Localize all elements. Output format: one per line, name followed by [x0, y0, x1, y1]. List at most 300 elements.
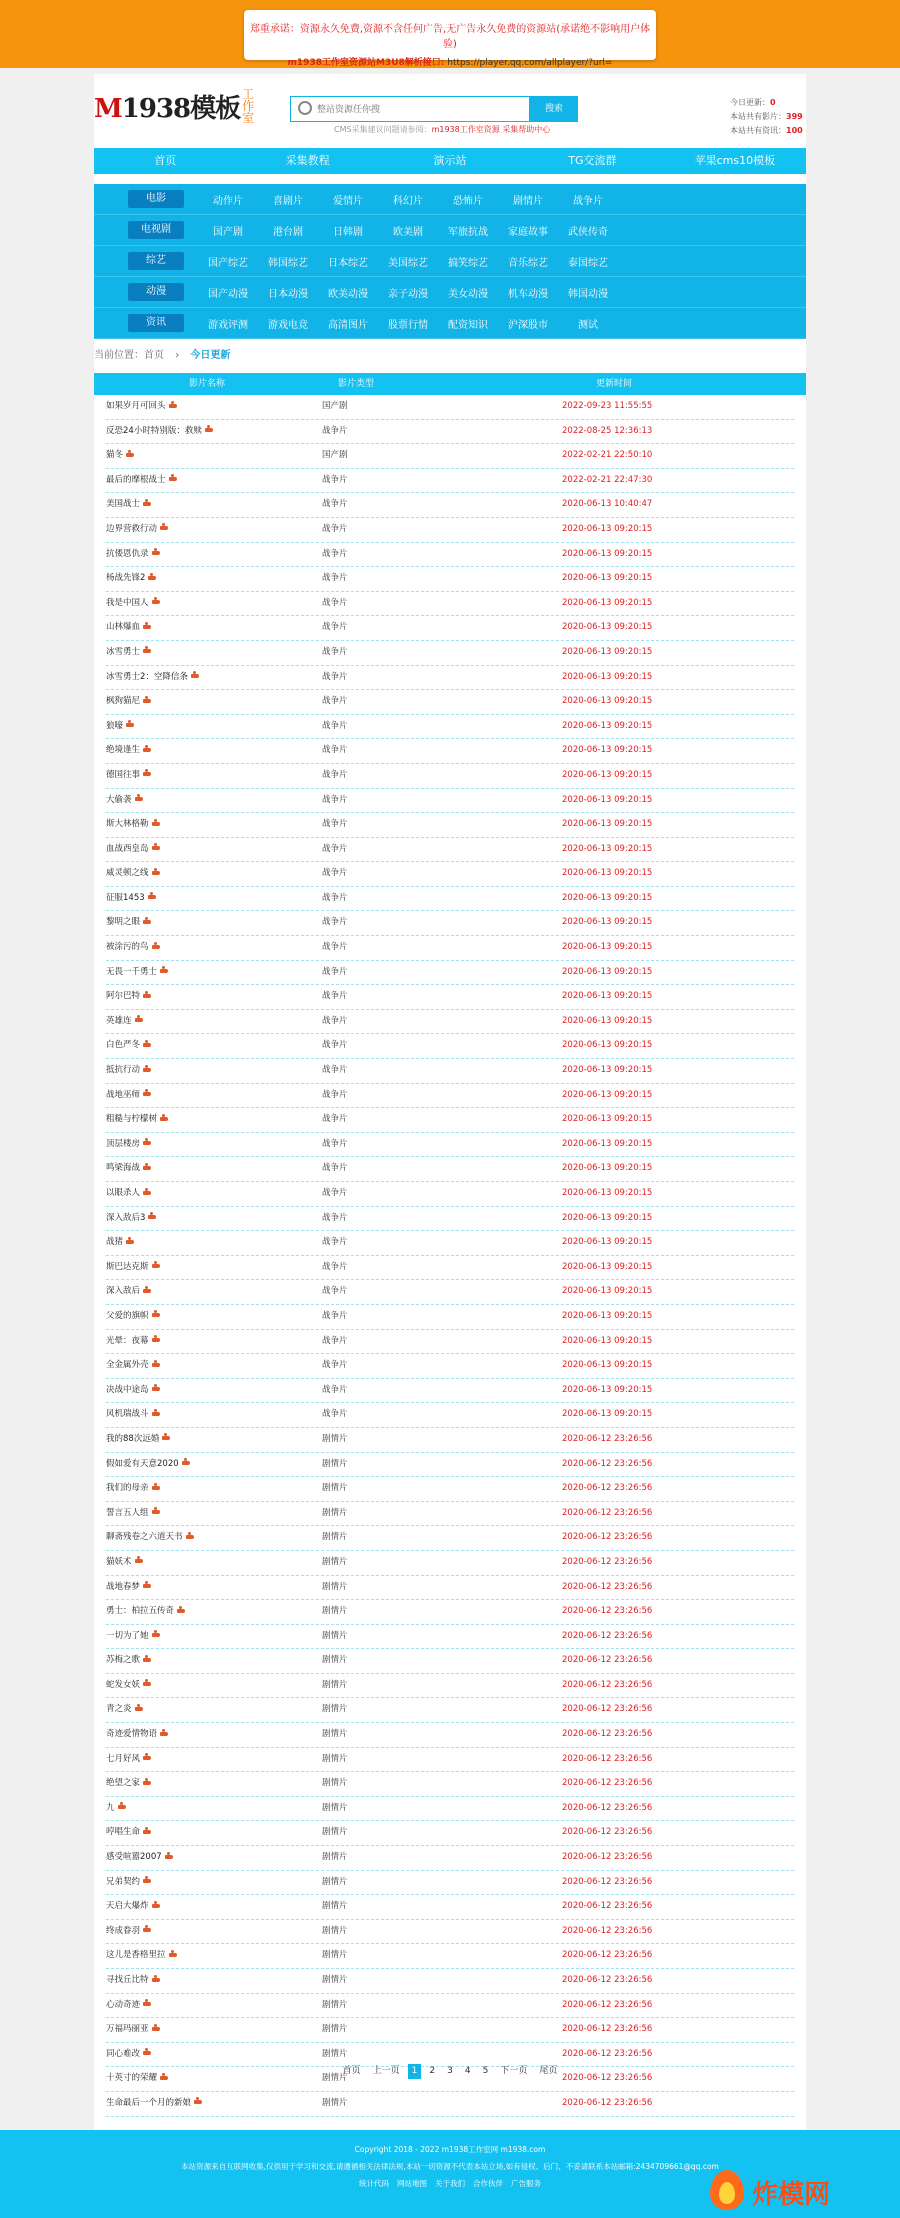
movie-title-cell	[106, 764, 320, 788]
movie-title-link[interactable]: 这儿是香格里拉	[106, 1950, 166, 1961]
movie-title-link[interactable]: 枫狗猫尼	[106, 696, 141, 707]
movie-title-cell	[106, 961, 320, 985]
movie-title-cell	[106, 1428, 320, 1452]
category-link[interactable]: 游戏电竞	[268, 319, 308, 331]
table-row	[106, 1502, 794, 1527]
hot-icon	[152, 1264, 160, 1268]
movie-title-link[interactable]: 生命最后一个月的新娘	[106, 2097, 192, 2108]
table-row	[106, 1994, 794, 2019]
hot-icon	[143, 1658, 151, 1662]
footer-link[interactable]: 网站地图	[397, 2179, 427, 2188]
movie-title-cell	[106, 1871, 320, 1895]
movie-title-link[interactable]: 父爱的旗帜	[106, 1310, 149, 1321]
movie-type-cell: 战争片	[322, 1237, 348, 1248]
movie-title-link[interactable]: 光晕：夜幕	[106, 1335, 149, 1346]
table-row	[106, 1207, 794, 1232]
movie-title-cell	[106, 1969, 320, 1993]
category-tag[interactable]: 资讯	[128, 314, 184, 332]
movie-title-cell	[106, 690, 320, 714]
category-link[interactable]: 测试	[578, 319, 598, 331]
movie-title-link[interactable]: 无畏一千勇士	[106, 966, 158, 977]
movie-type-cell: 国产剧	[322, 401, 348, 411]
table-row	[106, 1748, 794, 1773]
movie-title-link[interactable]: 阿尔巴特	[106, 991, 141, 1002]
movie-title-link[interactable]: 山林爆血	[106, 622, 141, 633]
movie-type-cell: 战争片	[322, 474, 348, 485]
stat-line: 本站共有影片：399	[730, 112, 803, 121]
nav-item[interactable]: 采集教程	[285, 154, 330, 167]
movie-type-cell: 战争片	[322, 1212, 348, 1223]
hot-icon	[135, 1707, 143, 1711]
update-time-cell: 2020-06-13 09:20:15	[562, 1188, 653, 1198]
pager-item[interactable]: 下一页	[500, 2066, 528, 2076]
movie-title-cell	[106, 862, 320, 886]
header-name: 影片名称	[188, 379, 225, 389]
movie-title-link[interactable]: 粗糙与柠檬树	[106, 1114, 158, 1125]
hot-icon	[143, 625, 151, 629]
category-link[interactable]: 美国综艺	[388, 257, 428, 269]
hot-icon	[135, 797, 143, 801]
table-row	[106, 1182, 794, 1207]
movie-title-link[interactable]: 以眼杀人	[106, 1188, 141, 1198]
table-row	[106, 1772, 794, 1797]
update-time-cell: 2020-06-12 23:26:56	[562, 1876, 653, 1887]
hot-icon	[152, 1978, 160, 1982]
table-row	[106, 1453, 794, 1478]
movie-title-cell	[106, 616, 320, 640]
table-row	[106, 1797, 794, 1822]
movie-type-cell: 剧情片	[322, 1778, 348, 1789]
update-time-cell: 2020-06-13 09:20:15	[562, 1310, 653, 1321]
movie-title-link[interactable]: 深入敌后	[106, 1286, 141, 1297]
category-link[interactable]: 港台剧	[273, 226, 303, 238]
movie-title-link[interactable]: 勇士：柏拉五传奇	[106, 1606, 175, 1617]
hot-icon	[186, 1535, 194, 1539]
category-link[interactable]: 恐怖片	[453, 195, 483, 207]
movie-type-cell: 剧情片	[322, 2048, 348, 2059]
hot-icon	[152, 2027, 160, 2031]
hot-icon	[165, 1855, 173, 1859]
category-tag[interactable]: 综艺	[128, 252, 184, 270]
movie-title-link[interactable]: 冰雪勇士	[106, 646, 141, 657]
movie-type-cell: 剧情片	[322, 1581, 348, 1592]
hot-icon	[148, 1215, 156, 1219]
movie-title-cell	[106, 1944, 320, 1968]
category-link[interactable]: 音乐综艺	[508, 257, 548, 269]
nav-item[interactable]: 苹果cms10模板	[694, 154, 776, 167]
hot-icon	[191, 674, 199, 678]
update-time-cell: 2020-06-13 09:20:15	[562, 1237, 653, 1248]
update-time-cell: 2020-06-12 23:26:56	[562, 1729, 653, 1740]
movie-title-link[interactable]: 白色严冬	[106, 1040, 141, 1051]
hot-icon	[143, 1781, 151, 1785]
table-row	[106, 985, 794, 1010]
breadcrumb-current: 今日更新	[190, 350, 231, 361]
update-time-cell: 2020-06-12 23:26:56	[562, 2048, 653, 2059]
table-row	[106, 1059, 794, 1084]
movie-title-cell	[106, 2043, 320, 2067]
category-link[interactable]: 泰国综艺	[568, 257, 608, 269]
pager-item[interactable]: 2	[429, 2066, 436, 2076]
category-link[interactable]: 欧美剧	[393, 226, 423, 238]
hot-icon	[160, 969, 168, 973]
movie-type-cell: 剧情片	[322, 1802, 348, 1813]
movie-title-link[interactable]: 威灵顿之线	[106, 868, 149, 879]
movie-title-link[interactable]: 大偷袭	[106, 794, 132, 805]
stat-line: 本站共有资讯：100	[730, 126, 803, 135]
table-row	[106, 616, 794, 641]
movie-title-link[interactable]: 猫妖术	[106, 1556, 132, 1567]
update-time-cell: 2020-06-13 09:20:15	[562, 1212, 653, 1223]
movie-title-link[interactable]: 七月好风	[106, 1753, 141, 1764]
movie-type-cell: 战争片	[322, 622, 348, 633]
update-time-cell: 2020-06-12 23:26:56	[562, 1999, 653, 2010]
update-time-cell: 2020-06-13 09:20:15	[562, 1409, 653, 1420]
movie-title-link[interactable]: 抵抗行动	[106, 1065, 141, 1076]
notice-line-2	[244, 55, 656, 68]
main-container	[94, 74, 806, 2136]
table-row	[106, 2018, 794, 2043]
movie-title-link[interactable]: 杨战先锋2	[106, 573, 146, 584]
movie-title-link[interactable]: 哼唱生命	[106, 1827, 141, 1838]
table-row	[106, 567, 794, 592]
update-time-cell: 2020-06-12 23:26:56	[562, 1606, 653, 1617]
movie-title-link[interactable]: 感受喧嚣2007	[106, 1852, 162, 1863]
movie-title-cell	[106, 1576, 320, 1600]
hot-icon	[152, 1486, 160, 1490]
movie-title-cell	[106, 813, 320, 837]
movie-title-link[interactable]: 兄弟契约	[106, 1876, 141, 1887]
movie-title-link[interactable]: 深入敌后3	[106, 1212, 146, 1223]
search-box	[290, 96, 530, 122]
movie-title-link[interactable]: 青之炎	[106, 1704, 132, 1715]
category-link[interactable]: 高清图片	[328, 319, 368, 331]
hot-icon	[152, 600, 160, 604]
table-row	[106, 469, 794, 494]
hot-icon	[143, 1092, 151, 1096]
update-time-cell: 2020-06-13 09:20:15	[562, 868, 653, 879]
table-row	[106, 1944, 794, 1969]
category-link[interactable]: 国产综艺	[208, 257, 248, 269]
movie-title-link[interactable]: 抗倭恩仇录	[106, 548, 149, 559]
movie-type-cell: 战争片	[322, 548, 348, 559]
movie-title-link[interactable]: 德国往事	[106, 769, 141, 780]
update-time-cell: 2020-06-13 09:20:15	[562, 646, 653, 657]
site-header	[94, 74, 806, 148]
movie-title-cell	[106, 936, 320, 960]
movie-title-link[interactable]: 黎明之眼	[106, 917, 141, 928]
pager-item[interactable]: 尾页	[539, 2066, 558, 2076]
movie-title-cell	[106, 1674, 320, 1698]
movie-type-cell: 战争片	[322, 1188, 348, 1198]
table-body	[94, 395, 806, 2117]
table-header	[94, 373, 806, 395]
table-row	[106, 1969, 794, 1994]
movie-title-link[interactable]: 征服1453	[106, 892, 145, 903]
pager-item[interactable]: 首页	[342, 2066, 361, 2076]
table-row	[106, 1698, 794, 1723]
footer-link[interactable]: 广告服务	[511, 2179, 541, 2188]
category-link[interactable]: 国产动漫	[208, 288, 248, 300]
movie-title-link[interactable]: 顶层楼房	[106, 1138, 141, 1149]
pager-item[interactable]: 3	[447, 2066, 453, 2076]
category-link[interactable]: 韩国综艺	[268, 257, 308, 269]
movie-title-cell	[106, 1010, 320, 1034]
footer-link[interactable]: 合作伙伴	[473, 2179, 503, 2188]
table-row	[106, 1108, 794, 1133]
category-link[interactable]: 战争片	[573, 195, 603, 207]
movie-title-link[interactable]: 绝望之家	[106, 1778, 141, 1789]
movie-title-link[interactable]: 万福玛丽亚	[106, 2024, 149, 2035]
update-time-cell: 2020-06-12 23:26:56	[562, 1975, 653, 1985]
nav-item[interactable]: 演示站	[433, 154, 467, 167]
update-time-cell: 2020-06-12 23:26:56	[562, 1655, 653, 1666]
footer-disclaimer: 本站资源来自互联网收集,仅供用于学习和交流,请遵循相关法律法规,本站一切资源不代表本站立场,如有侵权、后门、不妥请联系本站邮箱:2434709661@qq.com	[181, 2162, 719, 2171]
movie-title-link[interactable]: 风机瑞战斗	[106, 1409, 149, 1420]
hot-icon	[160, 1117, 168, 1121]
search-input[interactable]	[315, 100, 519, 120]
movie-title-cell	[106, 1772, 320, 1796]
movie-title-cell	[106, 715, 320, 739]
movie-type-cell: 剧情片	[322, 1704, 348, 1715]
update-time-cell: 2020-06-13 09:20:15	[562, 671, 653, 682]
movie-type-cell: 战争片	[322, 1015, 348, 1026]
movie-type-cell: 战争片	[322, 1384, 348, 1395]
category-link[interactable]: 沪深股市	[508, 319, 548, 331]
table-row	[106, 1895, 794, 1920]
pager-item[interactable]: 4	[464, 2066, 471, 2076]
movie-title-cell	[106, 1649, 320, 1673]
table-row	[106, 420, 794, 445]
search-button[interactable]: 搜索	[530, 96, 578, 122]
movie-type-cell: 剧情片	[322, 1433, 348, 1444]
footer-link[interactable]: 关于我们	[435, 2179, 465, 2188]
category-link[interactable]: 机车动漫	[508, 288, 548, 300]
category-link[interactable]: 日韩剧	[333, 226, 363, 238]
category-link[interactable]: 军旅抗战	[448, 226, 488, 238]
movie-title-link[interactable]: 寻找丘比特	[106, 1975, 149, 1985]
movie-title-cell	[106, 887, 320, 911]
category-link[interactable]: 剧情片	[513, 195, 543, 207]
category-tag[interactable]: 电影	[128, 190, 184, 208]
movie-title-link[interactable]: 九	[106, 1802, 115, 1813]
update-time-cell: 2020-06-12 23:26:56	[562, 1704, 653, 1715]
movie-type-cell: 剧情片	[322, 1753, 348, 1764]
movie-type-cell: 剧情片	[322, 1483, 348, 1494]
hot-icon	[152, 1338, 160, 1342]
table-row	[106, 1625, 794, 1650]
movie-title-link[interactable]: 斯大林格勒	[106, 819, 149, 830]
movie-title-link[interactable]: 战地春梦	[106, 1581, 141, 1592]
movie-title-link[interactable]: 我是中国人	[106, 597, 149, 608]
breadcrumb-home[interactable]: 首页	[144, 350, 164, 361]
movie-title-link[interactable]: 血战西皇岛	[106, 843, 149, 854]
category-link[interactable]: 亲子动漫	[388, 288, 428, 300]
table-row	[106, 911, 794, 936]
category-link[interactable]: 配资知识	[448, 319, 488, 331]
hot-icon	[143, 1191, 151, 1195]
update-time-cell: 2022-02-21 22:50:10	[562, 450, 653, 461]
movie-title-link[interactable]: 战猪	[106, 1237, 124, 1248]
movie-title-link[interactable]: 我们的母亲	[106, 1483, 149, 1494]
movie-type-cell: 剧情片	[322, 1852, 348, 1863]
nav-item[interactable]: TG交流群	[568, 154, 617, 167]
category-link[interactable]: 武侠传奇	[568, 226, 608, 238]
category-link[interactable]: 韩国动漫	[568, 288, 608, 300]
movie-title-cell	[106, 1157, 320, 1181]
movie-title-link[interactable]: 猫冬	[106, 450, 124, 461]
notice-api-url[interactable]: https://player.qq.com/allplayer/?url=	[447, 58, 613, 68]
table-row	[106, 1600, 794, 1625]
table-row	[106, 2092, 794, 2117]
collect-help: CMS采集建议问题请参阅：m1938工作室资源 采集帮助中心	[334, 125, 551, 134]
movie-title-link[interactable]: 十英寸的荣耀	[106, 2073, 158, 2084]
hot-icon	[118, 1805, 126, 1809]
movie-title-link[interactable]: 奇迹爱情物语	[106, 1729, 158, 1740]
movie-title-link[interactable]: 假如爱有天意2020	[106, 1458, 179, 1469]
nav-item[interactable]: 首页	[154, 154, 177, 167]
site-logo[interactable]: M1938模板 工作室	[94, 87, 254, 125]
movie-title-link[interactable]: 同心难改	[106, 2048, 141, 2059]
hot-icon	[143, 1166, 151, 1170]
category-link[interactable]: 游戏评测	[208, 319, 248, 331]
movie-title-link[interactable]: 如果岁月可回头	[106, 401, 166, 411]
hot-icon	[152, 1313, 160, 1317]
movie-title-link[interactable]: 鸣梁海战	[106, 1163, 141, 1174]
movie-title-link[interactable]: 最后的摩根战士	[106, 474, 166, 485]
category-link[interactable]: 动作片	[213, 195, 243, 207]
movie-type-cell: 战争片	[322, 794, 348, 805]
hot-icon	[143, 1141, 151, 1145]
table-row	[106, 543, 794, 568]
movie-title-link[interactable]: 斯巴达克斯	[106, 1261, 149, 1272]
update-time-cell: 2020-06-13 09:20:15	[562, 1114, 653, 1125]
movie-title-link[interactable]: 心动奇迹	[106, 1999, 141, 2010]
movie-title-link[interactable]: 英雄连	[106, 1015, 132, 1026]
category-link[interactable]: 欧美动漫	[328, 288, 368, 300]
update-time-cell: 2020-06-12 23:26:56	[562, 1581, 653, 1592]
movie-title-link[interactable]: 绝境逢生	[106, 745, 141, 756]
hot-icon	[152, 822, 160, 826]
update-time-cell: 2020-06-12 23:26:56	[562, 1532, 653, 1543]
category-link[interactable]: 家庭故事	[508, 226, 548, 238]
movie-title-link[interactable]: 我的88次远婚	[106, 1433, 160, 1444]
movie-type-cell: 战争片	[322, 1089, 348, 1100]
movie-title-link[interactable]: 战地巫师	[106, 1089, 141, 1100]
movie-title-link[interactable]: 蛇发女妖	[106, 1679, 141, 1690]
category-link[interactable]: 科幻片	[393, 195, 423, 207]
hot-icon	[152, 846, 160, 850]
movie-type-cell: 战争片	[322, 843, 348, 854]
hot-icon	[205, 428, 213, 432]
movie-title-cell	[106, 592, 320, 616]
movie-title-link[interactable]: 被涂污的鸟	[106, 942, 149, 953]
table-row	[106, 1330, 794, 1355]
table-row	[106, 739, 794, 764]
movie-title-cell	[106, 1895, 320, 1919]
movie-title-cell	[106, 1846, 320, 1870]
movie-type-cell: 战争片	[322, 1114, 348, 1125]
category-tag[interactable]: 电视剧	[128, 221, 184, 239]
table-row	[106, 1010, 794, 1035]
table-row	[106, 1084, 794, 1109]
category-link[interactable]: 搞笑综艺	[448, 257, 488, 269]
movie-type-cell: 战争片	[322, 425, 348, 436]
update-time-cell: 2020-06-12 23:26:56	[562, 1827, 653, 1838]
category-link[interactable]: 日本动漫	[268, 288, 308, 300]
pager-item[interactable]: 5	[482, 2066, 489, 2076]
hot-icon	[152, 1633, 160, 1637]
collect-help-link[interactable]: m1938工作室资源 采集帮助中心	[431, 125, 551, 134]
movie-type-cell: 战争片	[322, 1261, 348, 1272]
update-time-cell: 2020-06-12 23:26:56	[562, 1483, 653, 1494]
update-time-cell: 2020-06-12 23:26:56	[562, 1925, 653, 1936]
movie-title-link[interactable]: 狼嚎	[106, 720, 124, 731]
update-time-cell: 2020-06-13 09:20:15	[562, 597, 653, 608]
hot-icon	[126, 723, 134, 727]
movie-title-cell	[106, 739, 320, 763]
category-tag[interactable]: 动漫	[128, 283, 184, 301]
pager-item[interactable]: 上一页	[372, 2066, 400, 2076]
movie-title-link[interactable]: 边界营救行动	[106, 523, 158, 534]
table-row	[106, 1403, 794, 1428]
movie-title-link[interactable]: 苏梅之歌	[106, 1655, 141, 1666]
movie-title-link[interactable]: 终成眷羽	[106, 1925, 141, 1936]
movie-title-cell	[106, 911, 320, 935]
update-time-cell: 2020-06-13 09:20:15	[562, 1089, 653, 1100]
category-link[interactable]: 美女动漫	[448, 288, 488, 300]
pager-item[interactable]: 1	[408, 2064, 422, 2079]
hot-icon	[143, 1879, 151, 1883]
update-time-cell: 2020-06-13 09:20:15	[562, 794, 653, 805]
movie-title-cell	[106, 1748, 320, 1772]
notice-line-1: 郑重承诺：资源永久免费,资源不含任何广告,无广告永久免费的资源站(承诺绝不影响用户体验)	[249, 24, 651, 50]
category-link[interactable]: 爱情片	[333, 195, 363, 207]
update-time-cell: 2020-06-13 10:40:47	[562, 499, 653, 510]
category-link[interactable]: 日本综艺	[328, 257, 368, 269]
table-row	[106, 961, 794, 986]
movie-title-cell	[106, 1698, 320, 1722]
update-time-cell: 2020-06-13 09:20:15	[562, 622, 653, 633]
hot-icon	[143, 772, 151, 776]
movie-title-link[interactable]: 美国战士	[106, 499, 141, 510]
movie-type-cell: 战争片	[322, 720, 348, 731]
category-link[interactable]: 国产剧	[213, 226, 243, 238]
movie-title-link[interactable]: 誓言五人组	[106, 1507, 149, 1518]
movie-title-cell	[106, 1330, 320, 1354]
movie-type-cell: 剧情片	[322, 1975, 348, 1985]
notice-box	[244, 10, 656, 68]
movie-type-cell: 战争片	[322, 819, 348, 830]
category-link[interactable]: 股票行情	[388, 319, 428, 331]
hot-icon	[143, 699, 151, 703]
movie-title-link[interactable]: 一切为了她	[106, 1630, 149, 1641]
notice-api-label: m1938工作室资源站M3U8解析接口:	[287, 58, 445, 68]
category-link[interactable]: 喜剧片	[273, 195, 303, 207]
hot-icon	[152, 551, 160, 555]
movie-title-link[interactable]: 天启大爆炸	[106, 1901, 149, 1912]
movie-title-link[interactable]: 冰雪勇士2：空降信条	[106, 671, 188, 682]
movie-type-cell: 战争片	[322, 671, 348, 682]
movie-title-link[interactable]: 反恐24小时特别版：救赎	[106, 425, 202, 436]
movie-type-cell: 战争片	[322, 573, 348, 584]
table-row	[106, 1649, 794, 1674]
table-row	[106, 1305, 794, 1330]
movie-title-link[interactable]: 决战中途岛	[106, 1384, 149, 1395]
movie-title-cell	[106, 1133, 320, 1157]
movie-title-link[interactable]: 聊斋残卷之六道天书	[106, 1532, 183, 1543]
movie-title-link[interactable]: 全金属外壳	[106, 1360, 149, 1371]
